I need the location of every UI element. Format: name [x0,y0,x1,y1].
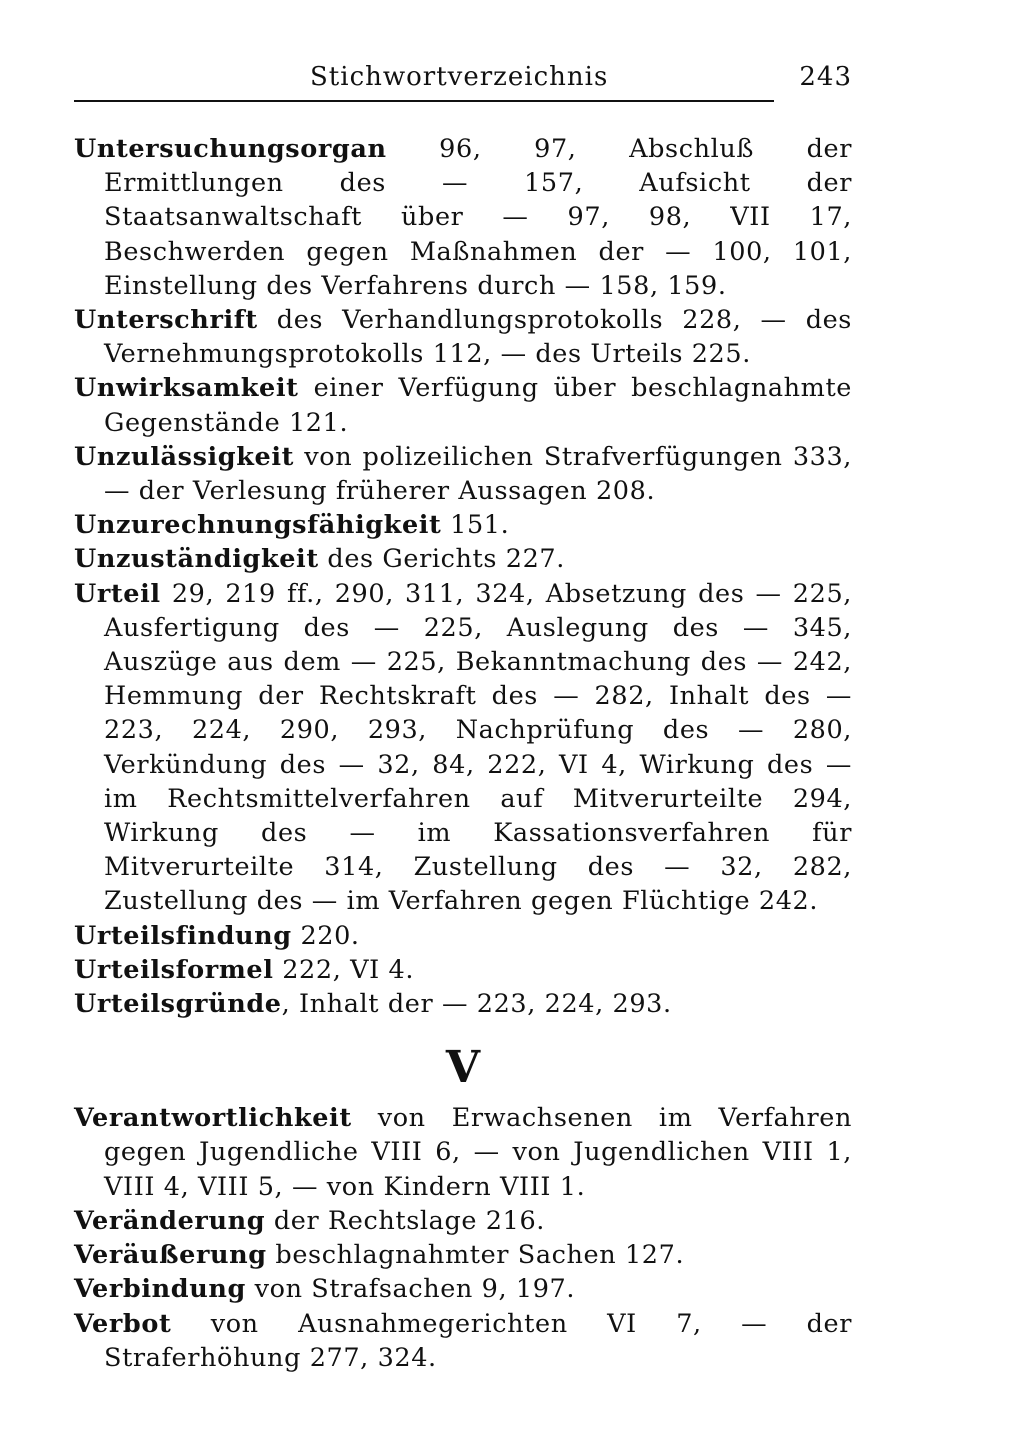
entry-keyword: Unzurechnungsfähigkeit [74,510,442,541]
entry-references: der Rechtslage 216. [265,1205,545,1236]
entry-references: 222, VI 4. [273,954,415,985]
entry-references: des Verhandlungsprotokolls 228, — des Vernehmungsprotokolls 112, — des Urteils 225. [104,305,852,370]
page-number: 243 [799,62,852,92]
index-list-u [74,132,852,1021]
running-title: Stichwortverzeichnis [310,62,609,92]
entry-references: , Inhalt der — 223, 224, 293. [281,989,672,1020]
index-entry [74,440,852,508]
index-entry [74,1238,852,1272]
entry-keyword: Verbindung [74,1274,246,1305]
entry-references: 151. [441,510,510,541]
running-header [74,62,852,98]
entry-keyword: Unwirksamkeit [74,373,299,404]
header-rule [74,100,774,102]
index-page [74,62,852,1375]
entry-keyword: Untersuchungsorgan [74,134,387,164]
entry-keyword: Unterschrift [74,305,258,336]
index-entry [74,1307,852,1375]
entry-references: 96, 97, Abschluß der Ermittlungen des — 157, Aufsicht der Staatsanwaltschaft über — 97, 98, VII 17, Beschwerden gegen Maßnahmen der — 100, 101, Einstellung des Verfahrens durch — 158, 159. [104,134,852,301]
entry-references: von Strafsachen 9, 197. [245,1274,576,1305]
entry-references: von Erwachsenen im Verfahren gegen Jugendliche VIII 6, — von Jugendlichen VIII 1, VIII 4, VIII 5, — von Kindern VIII 1. [104,1103,852,1202]
entry-references: einer Verfügung über beschlagnahmte Gegenstände 121. [104,373,852,438]
entry-references: 29, 219 ff., 290, 311, 324, Absetzung des — 225, Ausfertigung des — 225, Auslegung des — 345, Auszüge aus dem — 225, Bekanntmachung des — 242, Hemmung der Rechtskraft des — 282, Inhalt des — 223, 224, 290, 293, Nachprüfung des — 280, Verkündung des — 32, 84, 222, VI 4, Wirkung des — im Rechtsmittelverfahren auf Mitverurteilte 294, Wirkung des — im Kassationsverfahren für Mitverurteilte 314, Zustellung des — 32, 282, Zustellung des — im Verfahren gegen Flüchtige 242. [104,578,852,917]
index-entry [74,919,852,953]
index-entry [74,371,852,439]
entry-references: 220. [291,920,360,951]
entry-references: von polizeilichen Strafverfügungen 333, — der Verlesung früherer Aussagen 208. [104,441,852,507]
entry-keyword: Urteilsgründe [74,989,282,1020]
index-entry [74,303,852,371]
entry-keyword: Unzuständigkeit [74,544,319,575]
entry-keyword: Urteil [74,578,161,609]
entry-keyword: Veränderung [74,1205,266,1236]
section-heading-v: V [445,1042,481,1094]
entry-keyword: Urteilsformel [74,954,274,985]
entry-keyword: Veräußerung [74,1240,267,1271]
entry-keyword: Urteilsfindung [74,920,292,951]
entry-keyword: Verantwortlichkeit [74,1103,352,1134]
index-entry [74,1101,852,1204]
entry-references: von Ausnahmegerichten VI 7, — der Straferhöhung 277, 324. [104,1308,852,1373]
index-entry [74,542,852,576]
index-entry [74,1272,852,1306]
entry-references: des Gerichts 227. [318,544,565,575]
index-entry [74,577,852,919]
index-entry [74,1204,852,1238]
entry-keyword: Verbot [74,1308,172,1339]
entry-references: beschlagnahmter Sachen 127. [266,1240,685,1271]
index-entry [74,508,852,542]
index-list-v [74,1101,852,1375]
index-entry [74,132,852,303]
index-entry [74,987,852,1021]
index-entry [74,953,852,987]
entry-keyword: Unzulässigkeit [74,441,294,472]
